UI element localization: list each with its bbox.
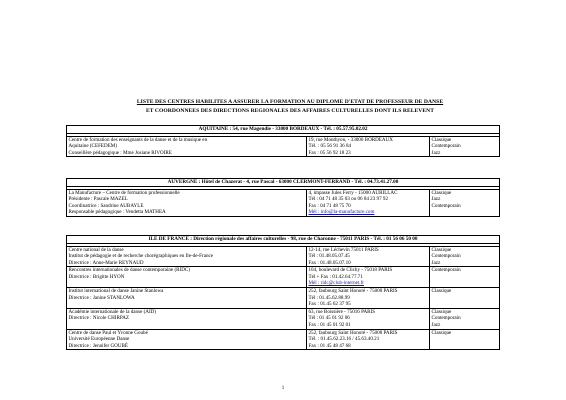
fax-line: Fax : 05 56 92 18 23 xyxy=(308,149,351,156)
centre-name: Centre de danse Paul et Yvonne Goubé xyxy=(68,329,148,336)
phone-line: Tél : 01.48.05.07.45 xyxy=(308,253,350,260)
section-header: AUVERGNE : Hôtel de Chazerat - 4, rue Pascal - 63000 CLERMONT-FERRAND - Tél. : 04.73.41.27.00 xyxy=(67,179,500,187)
phone-line: Tél + Fax : 01.42.64.77.71 xyxy=(308,273,363,280)
discipline: Jazz xyxy=(431,196,441,203)
address-cell xyxy=(307,246,430,267)
discipline: Classique xyxy=(431,136,452,143)
table-row xyxy=(67,288,500,309)
discipline: Contemporain xyxy=(431,253,461,260)
phone-line: Tél : 01.45.62.88.99 xyxy=(308,294,350,301)
email-link[interactable]: Mél : ridc@club-internet.fr xyxy=(308,280,364,287)
disciplines-cell xyxy=(430,246,500,267)
section-aquitaine xyxy=(66,125,499,157)
centre-contact: Directrice : Janine STANLOWA xyxy=(68,294,135,301)
table-row xyxy=(67,267,500,288)
centre-cell xyxy=(67,189,307,216)
address-cell xyxy=(307,288,430,309)
discipline: Contemporain xyxy=(431,315,461,322)
centre-name: Académie internationale de la danse (AID) xyxy=(68,308,157,315)
phone-line: Tél : 04 71 48 35 03 ou 06 84 23 97 92 xyxy=(308,196,389,203)
centre-cell xyxy=(67,267,307,288)
table-row xyxy=(67,329,500,350)
section-header: AQUITAINE : 54, rue Magendie - 33000 BORDEAUX - Tél. : 05.57.95.02.02 xyxy=(67,126,500,134)
disciplines-cell xyxy=(430,136,500,157)
phone-line: Tél. : 01.45.62.23.16 / 45.63.40.21 xyxy=(308,336,380,343)
centre-cell xyxy=(67,329,307,350)
disciplines-cell xyxy=(430,329,500,350)
address-line: 104, boulevard de Clichy - 75018 PARIS xyxy=(308,267,393,274)
section-auvergne xyxy=(66,178,499,217)
section-header: ILE DE FRANCE : Direction régionale des affaires culturelles - 98, rue de Charonne - 75011 PARIS - Tél. : 01 56 06 50 00 xyxy=(67,236,500,244)
address-line: 252, faubourg Saint Honoré - 75008 PARIS xyxy=(308,329,398,336)
centre-contact: Directrice : Brigitte HYON xyxy=(68,273,125,280)
centre-contact: Directrice : Jennifer GOUBÉ xyxy=(68,342,129,349)
centre-contact: Coordinatrice : Sandrine AUBAYLE xyxy=(68,202,144,209)
centre-name: Centre national de la danse xyxy=(68,246,124,253)
phone-line: Tél : 01 45 01 92 06 xyxy=(308,315,350,322)
fax-line: Fax : 01.48.05.07.10 xyxy=(308,259,351,266)
section-ile-de-france xyxy=(66,235,499,350)
centre-name-cont: Institut de pédagogie et de recherche chorégraphiques en Ile-de-France xyxy=(68,253,214,260)
address-cell xyxy=(307,267,430,288)
discipline: Classique xyxy=(431,246,452,253)
table-row xyxy=(67,246,500,267)
phone-line: Tél. : 05 56 91 36 84 xyxy=(308,143,352,150)
centre-cell xyxy=(67,246,307,267)
discipline: Classique xyxy=(431,189,452,196)
discipline: Classique xyxy=(431,308,452,315)
disciplines-cell xyxy=(430,189,500,216)
disciplines-cell xyxy=(430,308,500,329)
address-cell xyxy=(307,329,430,350)
centre-contact: Directrice : Anne-Marie REYNAUD xyxy=(68,259,144,266)
address-cell xyxy=(307,189,430,216)
centre-cell xyxy=(67,136,307,157)
centre-name: Institut international de danse Janine Stanlowa xyxy=(68,288,164,295)
address-line: 63, rue Boissière - 75016 PARIS xyxy=(308,308,376,315)
centre-name: Centre de formation des enseignants de la danse et de la musique en xyxy=(68,136,208,143)
centre-name: La Manufacture – Centre de formation professionnelle xyxy=(68,189,180,196)
discipline: Jazz xyxy=(431,149,441,156)
document-title xyxy=(60,98,520,116)
fax-line: Fax : 01.45 62 37 95 xyxy=(308,301,351,308)
email-link[interactable]: Mél : info@la-manufacture.com xyxy=(308,209,375,216)
centre-cell xyxy=(67,308,307,329)
centre-contact: Responsable pédagogique : Vendetta MATHEA xyxy=(68,209,166,216)
centre-name: Rencontres internationales de danse contemporaine (RIDC) xyxy=(68,267,191,274)
centre-name-cont: Aquitaine (CEFEDEM) xyxy=(68,143,118,150)
discipline: Contemporain xyxy=(431,202,461,209)
centre-contact: Directrice : Nicole CHIRPAZ xyxy=(68,315,129,322)
centre-name-cont: Université Européenne Danse xyxy=(68,336,130,343)
address-line: 252, faubourg Saint Honoré - 75008 PARIS xyxy=(308,288,398,295)
title-line-1: LISTE DES CENTRES HABILITES A ASSURER LA FORMATION AU DIPLOME D'ETAT DE PROFESSEUR DE DANSE xyxy=(136,99,444,105)
discipline: Classique xyxy=(431,288,452,295)
discipline: Contemporain xyxy=(431,143,461,150)
address-line: 19, rue Monthyon, - 33000 BORDEAUX xyxy=(308,136,393,143)
centre-contact: Présidente : Pascale MAZEL xyxy=(68,196,128,203)
title-line-2: ET COORDONNEES DES DIRECTIONS REGIONALES DES AFFAIRES CULTURELLES DONT ILS RELEVENT xyxy=(145,108,435,114)
discipline: Jazz xyxy=(431,259,441,266)
address-cell xyxy=(307,308,430,329)
address-line: 4, impasse Jules Ferry - 15000 AURILLAC xyxy=(308,189,398,196)
disciplines-cell xyxy=(430,288,500,309)
address-cell xyxy=(307,136,430,157)
address-line: 12-14, rue Léchevin 75011 PARIS xyxy=(308,246,379,253)
disciplines-cell xyxy=(430,267,500,288)
discipline: Classique xyxy=(431,329,452,336)
discipline: Jazz xyxy=(431,322,441,329)
fax-line: Fax : 01 45 48 47 68 xyxy=(308,342,351,349)
table-row xyxy=(67,136,500,157)
centre-cell xyxy=(67,288,307,309)
fax-line: Fax : 01 45 01 92 01 xyxy=(308,322,351,329)
page-number: 1 xyxy=(281,386,285,391)
table-row xyxy=(67,308,500,329)
discipline: Contemporain xyxy=(431,267,461,274)
table-row xyxy=(67,189,500,216)
fax-line: Fax : 04 71 48 75 70 xyxy=(308,202,351,209)
centre-contact: Conseillère pédagogique : Mme Josiane RIVOIRE xyxy=(68,149,172,156)
